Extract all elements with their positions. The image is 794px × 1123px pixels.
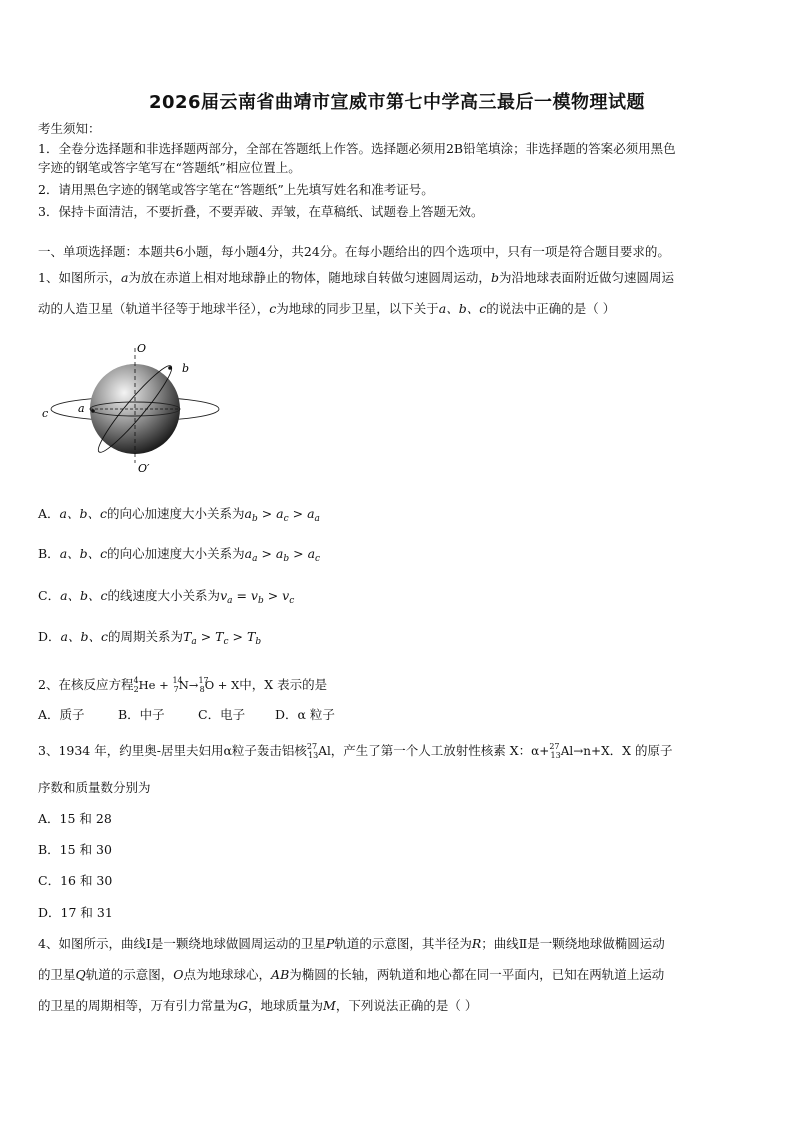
option-formula: $v_a = v_b > v_c$ [220,588,295,606]
q3-option-d[interactable]: D．17 和 31 [38,905,113,920]
option-label: A． [38,506,60,521]
q1-option-b[interactable] [38,545,320,568]
q4-var-q: Q [75,967,86,982]
q3-option-a[interactable]: A．15 和 28 [38,811,112,826]
q2-option-b[interactable]: B．中子 [118,707,165,722]
q2-equation: $^4_2$He + $^{14}_7$N→$^{17}_8$O + X [133,676,240,694]
option-text: 的周期关系为 [108,629,184,644]
q1-var-b: b [490,270,499,285]
satellite-b-dot [168,366,172,370]
label-c: c [42,407,49,420]
q1-text: 动的人造卫星（轨道半径等于地球半径）， [38,301,270,316]
q4-var-r: R [471,936,482,951]
q2-stem [38,676,758,696]
option-formula: $a_b > a_c > a_a$ [244,506,320,524]
label-a: a [78,402,85,415]
q2-option-d[interactable]: D．α 粒子 [275,707,335,722]
section-heading: 一、单项选择题：本题共6小题，每小题4分，共24分。在每小题给出的四个选项中，只有一项是符合题目要求的。 [38,244,670,259]
q4-line-3: 的卫星的周期相等，万有引力常量为G，地球质量为M，下列说法正确的是（ ） [38,998,478,1013]
q3-option-c[interactable]: C．16 和 30 [38,873,113,888]
q4-var-ab: AB [271,967,290,982]
q1-text: 为放在赤道上相对地球静止的物体，随地球自转做匀速圆周运动， [128,270,491,285]
q3-text: 3、1934 年，约里奥-居里夫妇用α粒子轰击铝核 [38,743,307,758]
option-text: 的向心加速度大小关系为 [107,506,245,521]
q4-var-p: P [325,936,335,951]
notice-2: 2．请用黑色字迹的钢笔或答字笔在“答题纸”上先填写姓名和准考证号。 [38,182,434,197]
q3-line-2: 序数和质量数分别为 [38,780,151,795]
q1-text: 为地球的同步卫星，以下关于 [276,301,439,316]
q4-line-1: 4、如图所示，曲线Ⅰ是一颗绕地球做圆周运动的卫星P轨道的示意图，其半径为R；曲线Ⅱ是一颗绕地球做椭圆运动 [38,936,665,951]
option-label: B． [38,546,60,561]
q2-text: 中，X 表示的是 [239,677,328,692]
object-a-dot [91,409,95,413]
option-formula: $T_a > T_c > T_b$ [183,629,262,647]
notice-1-cont: 字迹的钢笔或答字笔写在“答题纸”相应位置上。 [38,160,301,175]
earth-orbit-figure [38,338,228,473]
q2-option-c[interactable]: C．电子 [198,707,246,722]
option-text: 的向心加速度大小关系为 [107,546,245,561]
option-vars: a、b、c [59,506,107,521]
option-text: 的线速度大小关系为 [107,588,221,603]
q4-var-o: O [173,967,184,982]
q1-text: 为沿地球表面附近做匀速圆周运 [498,270,674,285]
q1-vars: a、b、c [438,301,487,316]
label-O: O [137,342,147,355]
q1-line-2 [38,300,758,318]
option-vars: a、b、c [60,588,108,603]
notice-heading: 考生须知： [38,121,101,136]
q1-option-c[interactable] [38,587,294,610]
option-label: C． [38,588,61,603]
q3-reaction: α+$^{27}_{13}$Al→n+X [531,742,610,760]
q4-var-g: G [238,998,249,1013]
page-title: 2026届云南省曲靖市宣威市第七中学高三最后一模物理试题 [148,92,646,113]
notice-3: 3．保持卡面清洁，不要折叠，不要弄破、弄皱，在草稿纸、试题卷上答题无效。 [38,204,484,219]
q1-option-a[interactable] [38,505,320,528]
label-O-prime: O′ [138,462,150,473]
q4-var-m: M [323,998,336,1013]
q3-text: ．X 的原子 [609,743,673,758]
option-formula: $a_a > a_b > a_c$ [244,546,321,564]
q1-option-d[interactable] [38,628,261,651]
q1-var-a: a [120,270,129,285]
q3-option-b[interactable]: B．15 和 30 [38,842,112,857]
q3-line-1 [38,742,758,762]
option-label: D． [38,629,61,644]
q1-text: 的说法中正确的是（ ） [486,301,616,316]
q3-text: ，产生了第一个人工放射性核素 X： [330,743,532,758]
option-vars: a、b、c [60,629,108,644]
q1-line-1 [38,269,758,287]
q1-var-c: c [269,301,277,316]
notice-1: 1．全卷分选择题和非选择题两部分，全部在答题纸上作答。选择题必须用2B铅笔填涂；非选择题的答案必须用黑色 [38,141,676,156]
label-b: b [182,362,190,375]
q1-text: 1、如图所示， [38,270,121,285]
option-vars: a、b、c [59,546,108,561]
q2-text: 2、在核反应方程 [38,677,134,692]
q2-option-a[interactable]: A．质子 [38,707,85,722]
al-nucleus: $^{27}_{13}$Al [306,742,331,760]
q4-line-2: 的卫星Q轨道的示意图，O点为地球球心，AB为椭圆的长轴，两轨道和地心都在同一平面内，已知在两轨道上运动 [38,967,665,982]
